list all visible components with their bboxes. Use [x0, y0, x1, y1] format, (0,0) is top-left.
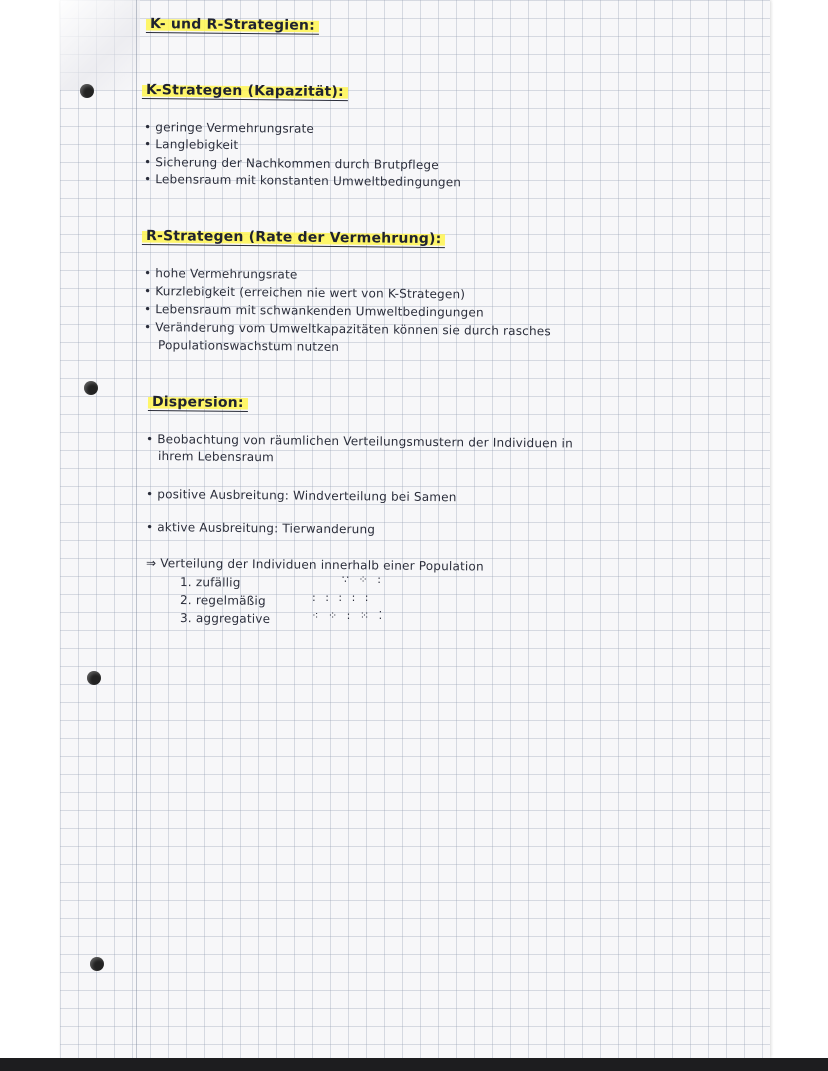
k-item: • Sicherung der Nachkommen durch Brutpflege	[143, 155, 439, 173]
page-title: K- und R-Strategien:	[146, 16, 319, 34]
r-strategen-heading: R-Strategen (Rate der Vermehrung):	[142, 228, 446, 247]
page-corner	[60, 0, 140, 90]
table-edge	[0, 1058, 828, 1071]
distribution-type: 2. regelmäßig	[179, 593, 266, 608]
dispersion-definition: • Beobachtung von räumlichen Verteilungsmustern der Individuen in	[145, 432, 574, 451]
passive-dispersal: • positive Ausbreitung: Windverteilung bei Samen	[145, 487, 457, 505]
r-item: • Kurzlebigkeit (erreichen nie wert von K-Strategen)	[143, 284, 466, 302]
punch-hole	[90, 957, 104, 971]
dispersion-heading: Dispersion:	[148, 394, 248, 411]
distribution-type: 1. zufällig	[179, 575, 241, 590]
punch-hole	[87, 671, 101, 685]
r-item: • Veränderung vom Umweltkapazitäten können sie durch rasches	[143, 320, 551, 339]
r-item: • hohe Vermehrungsrate	[143, 266, 298, 282]
punch-hole	[84, 381, 98, 395]
distribution-statement: ⇒ Verteilung der Individuen innerhalb einer Population	[145, 556, 484, 574]
distribution-type: 3. aggregative	[179, 611, 271, 626]
notebook-page	[60, 0, 770, 1058]
k-strategen-heading: K-Strategen (Kapazität):	[142, 82, 348, 100]
dispersion-definition-continuation: ihrem Lebensraum	[157, 449, 275, 465]
k-item: • geringe Vermehrungsrate	[143, 120, 315, 136]
regular-dots: : : : : :	[312, 591, 372, 604]
active-dispersal: • aktive Ausbreitung: Tierwanderung	[145, 520, 376, 537]
r-item-continuation: Populationswachstum nutzen	[157, 338, 340, 354]
k-item: • Langlebigkeit	[143, 137, 239, 152]
random-dots: ∵ ⁘ :	[342, 573, 384, 586]
r-item: • Lebensraum mit schwankenden Umweltbedingungen	[143, 302, 484, 320]
k-item: • Lebensraum mit konstanten Umweltbedingungen	[143, 172, 462, 190]
aggregate-dots: ⁖ ⁘ : ⁙ ⁚	[312, 609, 386, 622]
punch-hole	[80, 84, 94, 98]
margin-line	[136, 0, 137, 1058]
